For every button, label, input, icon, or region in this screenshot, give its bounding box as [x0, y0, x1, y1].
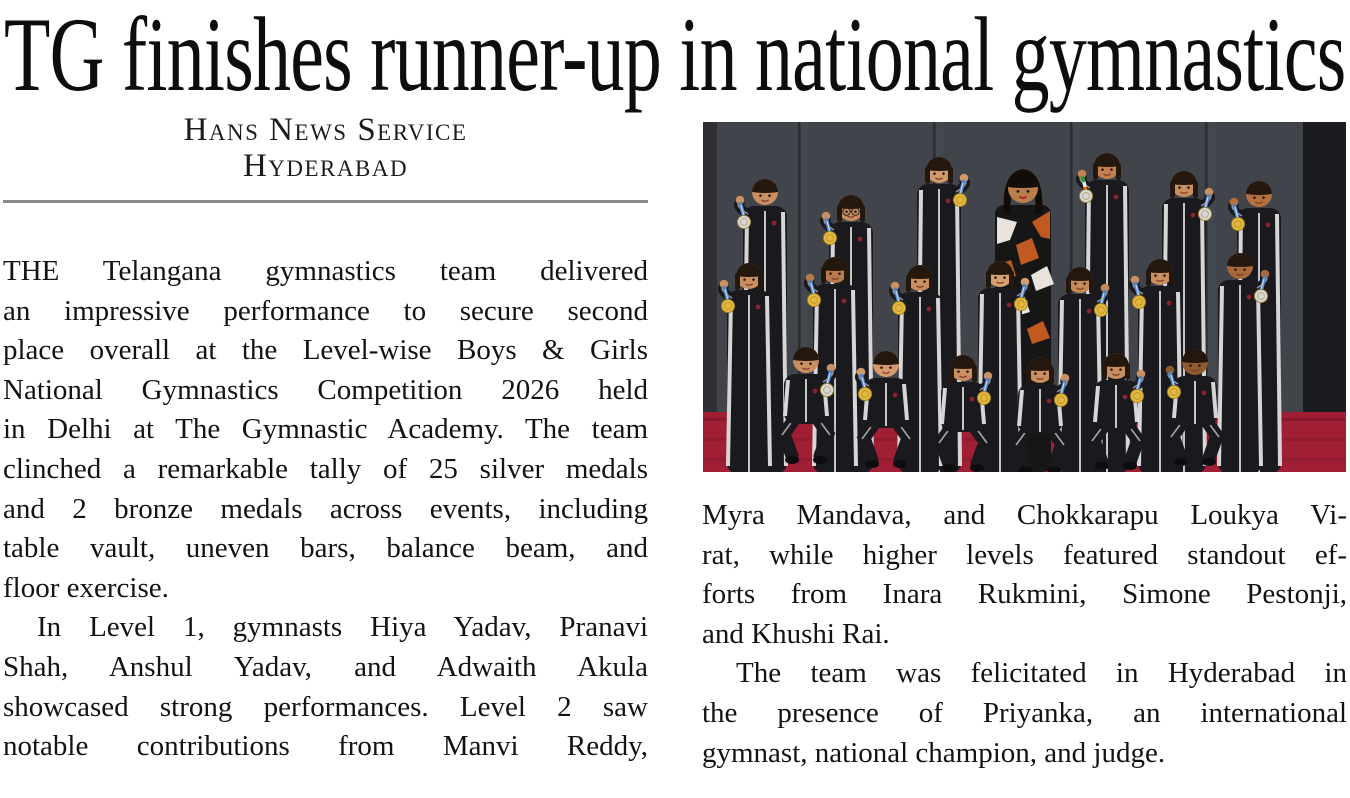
body-text-line: the presence of Priyanka, an international — [702, 696, 1347, 729]
body-text-line: and Khushi Rai. — [702, 617, 890, 650]
article-photo — [703, 122, 1346, 472]
body-text-line: place overall at the Level-wise Boys & Girls — [3, 334, 648, 367]
body-text-line: Myra Mandava, and Chokkarapu Loukya Vi- — [702, 499, 1347, 531]
body-text-line: an impressive performance to secure second — [3, 294, 648, 327]
byline — [3, 112, 648, 184]
right-column-text — [702, 496, 1347, 773]
body-text-line: THE Telangana gymnastics team delivered — [3, 255, 648, 287]
body-text-line: forts from Inara Rukmini, Simone Pestonji, — [702, 578, 1347, 611]
byline-location: Hyderabad — [242, 148, 409, 184]
body-text-line: showcased strong performances. Level 2 saw — [3, 690, 648, 723]
byline-agency: Hans News Service — [183, 112, 468, 148]
body-text-line: and 2 bronze medals across events, including — [3, 492, 648, 525]
body-text-line: notable contributions from Manvi Reddy, — [3, 730, 648, 763]
body-text-line: rat, while higher levels featured standout ef- — [702, 538, 1347, 571]
body-text-line: gymnast, national champion, and judge. — [702, 736, 1166, 769]
body-text-line: The team was felicitated in Hyderabad in — [736, 657, 1347, 690]
byline-divider-rule — [3, 200, 648, 203]
body-text-line: in Delhi at The Gymnastic Academy. The team — [3, 413, 648, 446]
body-text-line: clinched a remarkable tally of 25 silver medals — [3, 452, 648, 485]
body-text-line: table vault, uneven bars, balance beam, and — [3, 532, 648, 565]
left-column — [3, 112, 648, 767]
headline-text: TG finishes runner-up in national gymnastics — [4, 0, 1346, 114]
team-photo-illustration — [703, 122, 1346, 472]
headline — [4, 0, 1346, 114]
left-column-text — [3, 252, 648, 767]
body-text-line: Shah, Anshul Yadav, and Adwaith Akula — [3, 650, 648, 683]
body-text-line: floor exercise. — [3, 571, 169, 604]
right-column — [702, 496, 1347, 773]
body-text-line: In Level 1, gymnasts Hiya Yadav, Pranavi — [37, 611, 648, 644]
body-text-line: National Gymnastics Competition 2026 held — [3, 373, 648, 406]
